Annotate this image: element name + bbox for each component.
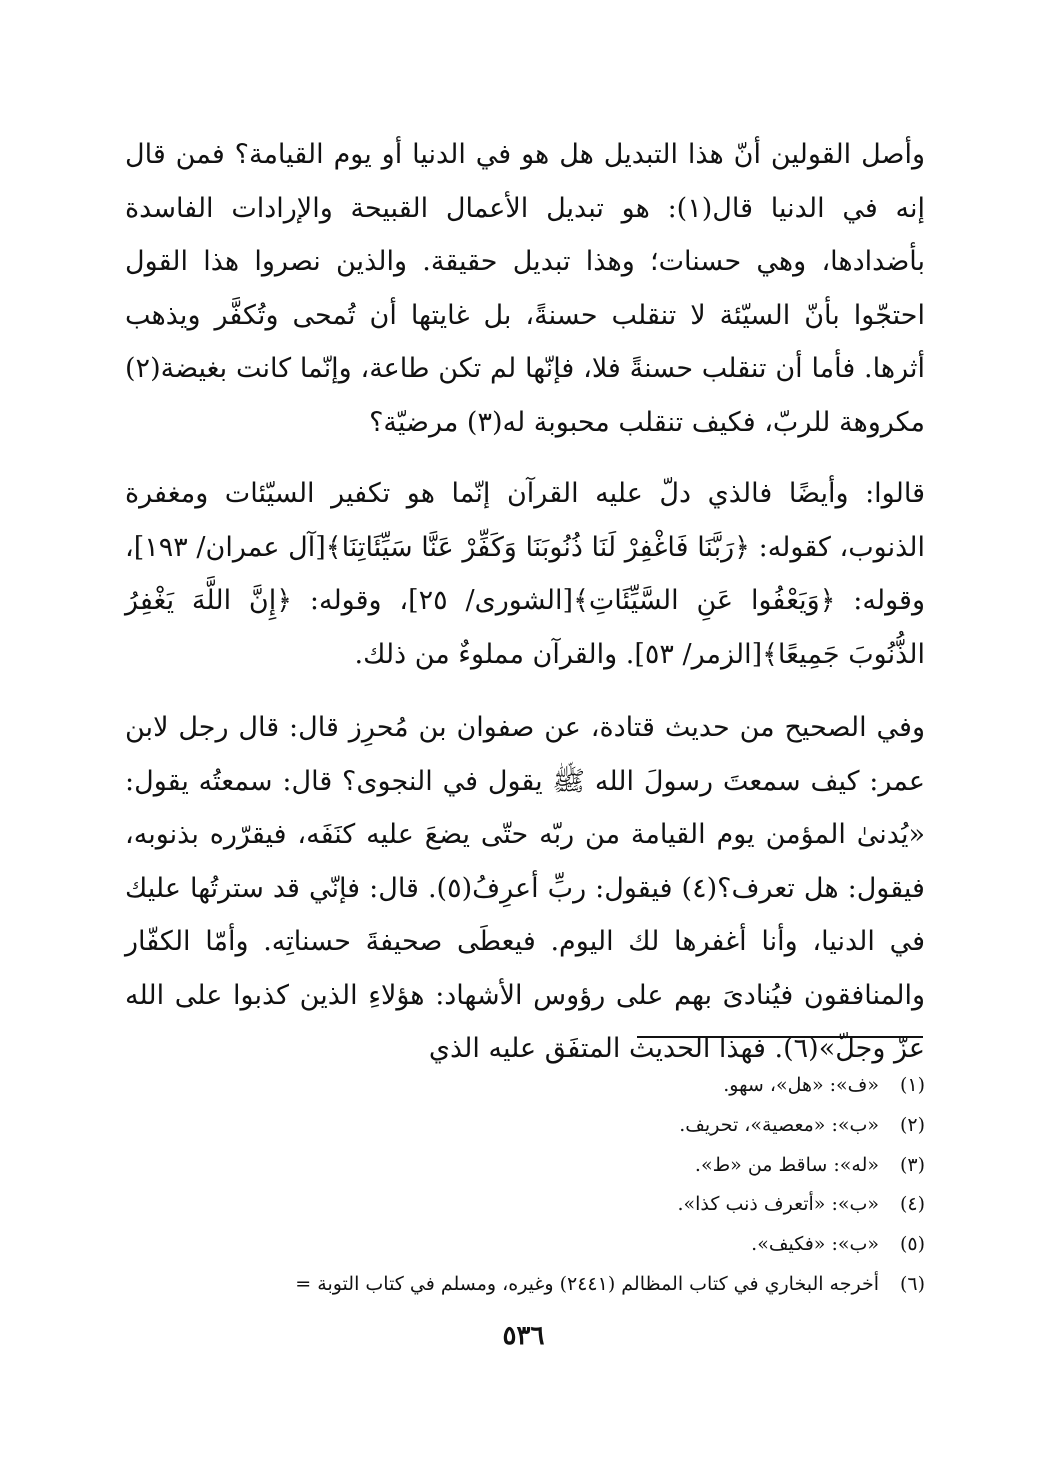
paragraph-3: وفي الصحيح من حديث قتادة، عن صفوان بن مُحرِز قال: قال رجل لابن عمر: كيف سمعتَ رسولَ الله ﷺ يقول في النجوى؟ قال: سمعتُه يقول: «يُدنىٰ المؤمن يوم القيامة من ربّه حتّى يضعَ عليه كنَفَه، فيقرّره بذنوبه، فيقول: هل تعرف؟(٤) فيقول: ربِّ أعرِفُ(٥). قال: فإنّي قد سترتُها عليك في الدنيا، وأنا أغفرها لك اليوم. فيعطَى صحيفةَ حسناتِه. وأمّا الكفّار والمنافقون فيُنادىَ بهم على رؤوس الأشهاد: هؤلاءِ الذين كذبوا على الله عزّ وجلّ»(٦). فهذا الحديث المتفَق عليه الذي bbox=[125, 712, 925, 1064]
footnote-text: «ب»: «فكيف». bbox=[751, 1233, 879, 1256]
footnote-number: (٤) bbox=[899, 1193, 925, 1216]
paragraph-1: وأصل القولين أنّ هذا التبديل هل هو في الدنيا أو يوم القيامة؟ فمن قال إنه في الدنيا قال(١): هو تبديل الأعمال القبيحة والإرادات الفاسدة بأضدادها، وهي حسنات؛ وهذا تبديل حقيقة. والذين نصروا هذا القول احتجّوا بأنّ السيّئة لا تنقلب حسنةً، بل غايتها أن تُمحى وتُكفَّر ويذهب أثرها. فأما أن تنقلب حسنةً فلا، فإنّها لم تكن طاعة، وإنّما كانت بغيضة(٢) مكروهة للربّ، فكيف تنقلب محبوبة له(٣) مرضيّة؟ bbox=[125, 139, 925, 438]
footnote-text: «ب»: «معصية»، تحريف. bbox=[679, 1113, 879, 1136]
footnote-text: «ف»: «هل»، سهو. bbox=[723, 1074, 879, 1096]
footnote-text: «له»: ساقط من «ط». bbox=[694, 1153, 879, 1176]
footnote-text: أخرجه البخاري في كتاب المظالم (٢٤٤١) وغيره، ومسلم في كتاب التوبة = bbox=[295, 1272, 879, 1295]
footnote-4 bbox=[125, 1185, 925, 1225]
footnotes bbox=[125, 1066, 925, 1305]
page-number: ٥٣٦ bbox=[502, 1321, 545, 1351]
footnote-number: (٦) bbox=[899, 1272, 925, 1295]
footnote-2 bbox=[125, 1106, 925, 1146]
footnote-number: (٢) bbox=[899, 1113, 925, 1136]
footnote-text: «ب»: «أتعرف ذنب كذا». bbox=[677, 1193, 879, 1216]
footnote-3 bbox=[125, 1146, 925, 1186]
footnote-number: (١) bbox=[899, 1074, 925, 1096]
footnote-number: (٥) bbox=[899, 1233, 925, 1256]
footnote-1 bbox=[125, 1066, 925, 1106]
footnote-5 bbox=[125, 1225, 925, 1265]
main-text bbox=[125, 128, 925, 1076]
footnote-number: (٣) bbox=[899, 1153, 925, 1176]
paragraph-2: قالوا: وأيضًا فالذي دلّ عليه القرآن إنّما هو تكفير السيّئات ومغفرة الذنوب، كقوله: ﴿رَبَّنَا فَاغْفِرْ لَنَا ذُنُوبَنَا وَكَفِّرْ عَنَّا سَيِّئَاتِنَا﴾[آل عمران/ ١٩٣]، وقوله: ﴿وَيَعْفُوا عَنِ السَّيِّئَاتِ﴾[الشورى/ ٢٥]، وقوله: ﴿إِنَّ اللَّهَ يَغْفِرُ الذُّنُوبَ جَمِيعًا﴾[الزمر/ ٥٣]. والقرآن مملوءٌ من ذلك. bbox=[125, 478, 925, 670]
footnote-6 bbox=[125, 1265, 925, 1305]
footnote-separator bbox=[637, 1036, 923, 1038]
